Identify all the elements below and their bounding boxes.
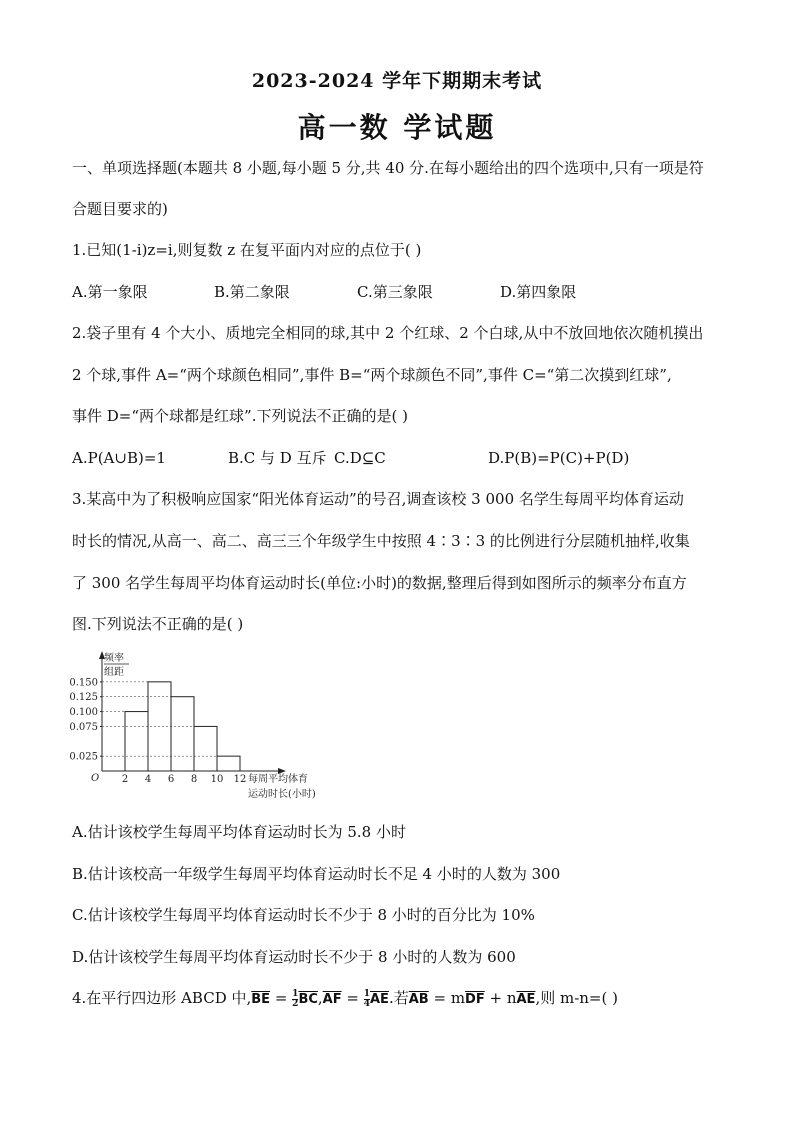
fraction-denominator: 4 bbox=[363, 998, 370, 1009]
q2-option-c: C.D⊆C bbox=[334, 449, 386, 467]
section-intro-line-2: 合题目要求的) bbox=[72, 200, 168, 218]
q1-option-c: C.第三象限 bbox=[357, 283, 433, 301]
q4-comma: , bbox=[317, 989, 323, 1007]
q3-line-4: 图.下列说法不正确的是( ) bbox=[72, 615, 244, 633]
q1-stem: 1.已知(1-i)z=i,则复数 z 在复平面内对应的点位于( ) bbox=[72, 241, 422, 259]
x-tick-label: 12 bbox=[233, 774, 247, 785]
histogram-bar bbox=[217, 756, 240, 771]
histogram-bar bbox=[171, 697, 194, 771]
q4-equals-2: = bbox=[341, 989, 364, 1007]
y-label-bottom: 组距 bbox=[104, 667, 124, 678]
vector-bc: $\overline{BC}$ bbox=[298, 992, 318, 1007]
histogram-bar bbox=[194, 726, 217, 771]
origin-label: O bbox=[91, 773, 100, 784]
q2-option-b: B.C 与 D 互斥 bbox=[228, 449, 327, 467]
vector-af: $\overline{AF}$ bbox=[322, 992, 342, 1007]
y-label-top: 频率 bbox=[104, 653, 124, 664]
x-label-line-1: 每周平均体育 bbox=[248, 774, 308, 785]
q4-eq-m: = m bbox=[428, 989, 466, 1007]
q3-option-c: C.估计该校学生每周平均体育运动时长不少于 8 小时的百分比为 10% bbox=[72, 906, 535, 924]
q2-line-3: 事件 D=“两个球都是红球”.下列说法不正确的是( ) bbox=[72, 407, 408, 425]
vector-ab: $\overline{AB}$ bbox=[408, 992, 429, 1007]
q2-line-2: 2 个球,事件 A=“两个球颜色相同”,事件 B=“两个球颜色不同”,事件 C=“第二次摸到红球”, bbox=[72, 366, 672, 384]
q3-line-2: 时长的情况,从高一、高二、高三三个年级学生中按照 4∶3∶3 的比例进行分层随机抽样,收集 bbox=[72, 532, 690, 550]
y-tick-label: 0.075 bbox=[69, 721, 98, 733]
subject-title: 高一数 学试题 bbox=[297, 111, 497, 144]
vector-ae: $\overline{AE}$ bbox=[370, 992, 389, 1007]
frequency-histogram bbox=[60, 645, 350, 805]
exam-title: 2023-2024 学年下期期末考试 bbox=[251, 70, 543, 92]
q4-prefix: 4.在平行四边形 ABCD 中, bbox=[72, 989, 252, 1007]
q4-plus-n: + n bbox=[484, 989, 517, 1007]
q1-option-b: B.第二象限 bbox=[214, 283, 290, 301]
q4-suffix: ,则 m-n=( ) bbox=[535, 989, 618, 1007]
fraction-numerator: 1 bbox=[292, 988, 299, 999]
q1-option-d: D.第四象限 bbox=[500, 283, 577, 301]
fraction-numerator: 1 bbox=[363, 988, 370, 999]
q4-equals: = bbox=[270, 989, 293, 1007]
x-tick-label: 4 bbox=[144, 774, 152, 785]
q4-stem bbox=[72, 988, 618, 1010]
q3-option-b: B.估计该校高一年级学生每周平均体育运动时长不足 4 小时的人数为 300 bbox=[72, 865, 561, 883]
q3-option-a: A.估计该校学生每周平均体育运动时长为 5.8 小时 bbox=[72, 823, 406, 841]
q1-option-a: A.第一象限 bbox=[72, 283, 148, 301]
x-label-line-2: 运动时长(小时) bbox=[248, 789, 316, 800]
y-tick-label: 0.150 bbox=[69, 677, 98, 689]
x-tick-label: 6 bbox=[167, 774, 175, 785]
q3-line-1: 3.某高中为了积极响应国家“阳光体育运动”的号召,调查该校 3 000 名学生每周平均体育运动 bbox=[72, 490, 684, 508]
fraction-denominator: 2 bbox=[292, 998, 299, 1009]
q2-option-a: A.P(A∪B)=1 bbox=[72, 449, 166, 467]
y-tick-label: 0.100 bbox=[69, 707, 98, 719]
vector-df: $\overline{DF}$ bbox=[465, 992, 485, 1007]
x-tick-label: 10 bbox=[210, 774, 224, 785]
q3-option-d: D.估计该校学生每周平均体育运动时长不少于 8 小时的人数为 600 bbox=[72, 948, 516, 966]
q4-ruo: .若 bbox=[388, 989, 409, 1007]
q2-option-d: D.P(B)=P(C)+P(D) bbox=[488, 449, 630, 467]
section-intro-line-1: 一、单项选择题(本题共 8 小题,每小题 5 分,共 40 分.在每小题给出的四个选项中,只有一项是符 bbox=[72, 159, 704, 177]
vector-ae-2: $\overline{AE}$ bbox=[516, 992, 536, 1007]
y-tick-label: 0.125 bbox=[69, 692, 98, 704]
q3-line-3: 了 300 名学生每周平均体育运动时长(单位:小时)的数据,整理后得到如图所示的频率分布直方 bbox=[72, 574, 687, 592]
histogram-bar bbox=[125, 712, 148, 771]
y-tick-label: 0.025 bbox=[69, 751, 98, 763]
x-tick-label: 8 bbox=[190, 774, 198, 785]
x-tick-label: 2 bbox=[121, 774, 129, 785]
vector-be: $\overline{BE}$ bbox=[251, 992, 271, 1007]
q2-line-1: 2.袋子里有 4 个大小、质地完全相同的球,其中 2 个红球、2 个白球,从中不放回地依次随机摸出 bbox=[72, 324, 704, 342]
